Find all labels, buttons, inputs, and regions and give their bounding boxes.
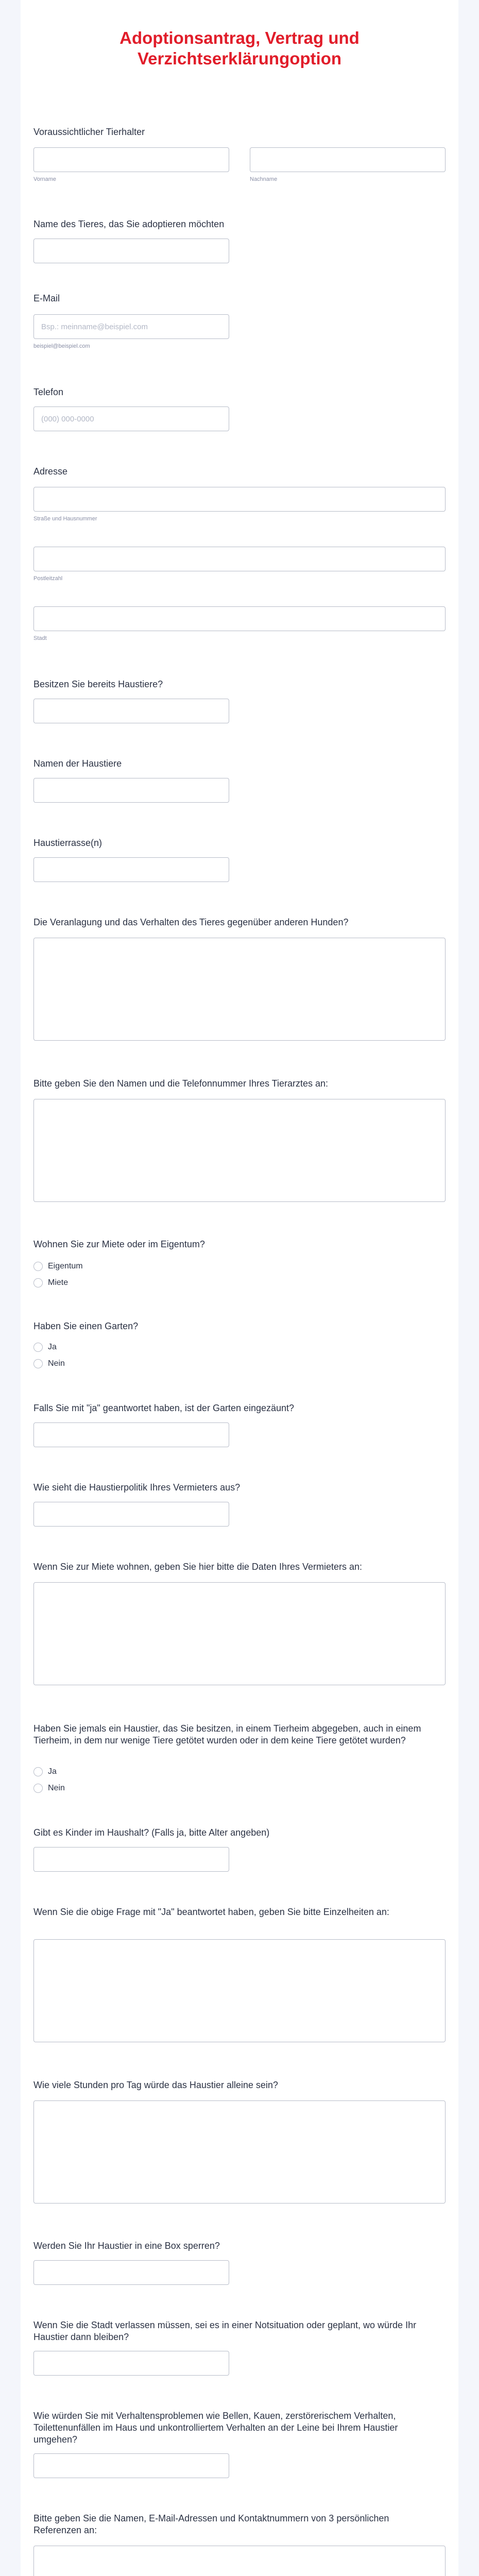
behavior-label: Wie würden Sie mit Verhaltensproblemen wie Bellen, Kauen, zerstörerischem Verhalten, Toilettenunfällen im Haus und unkontrolliertem Verhalten an der Leine bei Ihrem Haustier umgehen? (33, 2411, 398, 2445)
radio-circle[interactable] (33, 1784, 43, 1793)
surrender-option-no[interactable] (33, 1783, 65, 1794)
hours-alone-label: Wie viele Stunden pro Tag würde das Haustier alleine sein? (33, 2080, 278, 2090)
street-sublabel: Straße und Hausnummer (33, 516, 97, 522)
pet-breeds-label: Haustierrasse(n) (33, 838, 102, 848)
option-label: Nein (48, 1784, 65, 1792)
surrender-label: Haben Sie jemals ein Haustier, das Sie besitzen, in einem Tierheim abgegeben, auch in einem Tierheim, in dem nur wenige Tiere getötet wurden oder in dem keine Tiere getötet wurden? (33, 1723, 421, 1745)
crate-label: Werden Sie Ihr Haustier in eine Box sperren? (33, 2241, 220, 2251)
street-input[interactable] (33, 487, 446, 512)
landlord-data-textarea[interactable] (33, 1582, 446, 1685)
email-label: E-Mail (33, 293, 60, 303)
zip-input[interactable] (33, 547, 446, 571)
surrender-details-textarea[interactable] (33, 1939, 446, 2042)
phone-label: Telefon (33, 387, 64, 397)
vet-textarea[interactable] (33, 1099, 446, 1202)
option-label: Eigentum (48, 1262, 83, 1270)
crate-input[interactable] (33, 2260, 229, 2285)
has-pets-label: Besitzen Sie bereits Haustiere? (33, 679, 163, 689)
leave-town-input[interactable] (33, 2351, 229, 2376)
children-input[interactable] (33, 1847, 229, 1872)
option-label: Miete (48, 1278, 69, 1287)
vet-label: Bitte geben Sie den Namen und die Telefonnummer Ihres Tierarztes an: (33, 1078, 329, 1089)
owner-label: Voraussichtlicher Tierhalter (33, 127, 145, 137)
radio-circle[interactable] (33, 1343, 43, 1352)
has-pets-input[interactable] (33, 699, 229, 723)
phone-input[interactable] (33, 406, 229, 431)
garden-option-no[interactable] (33, 1358, 65, 1369)
references-label: Bitte geben Sie die Namen, E-Mail-Adressen und Kontaktnummern von 3 persönlichen Referenzen an: (33, 2513, 389, 2535)
children-label: Gibt es Kinder im Haushalt? (Falls ja, bitte Alter angeben) (33, 1827, 270, 1838)
animal-name-label: Name des Tieres, das Sie adoptieren möchten (33, 219, 225, 229)
housing-label: Wohnen Sie zur Miete oder im Eigentum? (33, 1239, 205, 1249)
hours-alone-textarea[interactable] (33, 2100, 446, 2204)
references-textarea[interactable] (33, 2546, 446, 2576)
first-name-sublabel: Vorname (33, 176, 57, 182)
option-label: Ja (48, 1767, 57, 1776)
leave-town-label: Wenn Sie die Stadt verlassen müssen, sei es in einer Notsituation oder geplant, wo würde Ihr Haustier dann bleiben? (33, 2320, 417, 2342)
first-name-input[interactable] (33, 147, 229, 172)
pet-names-label: Namen der Haustiere (33, 758, 122, 769)
temperament-label: Die Veranlagung und das Verhalten des Tieres gegenüber anderen Hunden? (33, 917, 349, 927)
email-sublabel: beispiel@beispiel.com (33, 343, 90, 349)
last-name-input[interactable] (250, 147, 446, 172)
city-input[interactable] (33, 606, 446, 631)
email-input[interactable] (33, 314, 229, 339)
radio-circle[interactable] (33, 1278, 43, 1287)
housing-option-own[interactable] (33, 1261, 83, 1272)
landlord-data-label: Wenn Sie zur Miete wohnen, geben Sie hier bitte die Daten Ihres Vermieters an: (33, 1562, 363, 1572)
garden-option-yes[interactable] (33, 1342, 57, 1353)
surrender-option-yes[interactable] (33, 1766, 57, 1777)
housing-option-rent[interactable] (33, 1277, 68, 1289)
landlord-policy-label: Wie sieht die Haustierpolitik Ihres Vermieters aus? (33, 1482, 241, 1493)
option-label: Ja (48, 1343, 57, 1351)
radio-circle[interactable] (33, 1262, 43, 1271)
address-label: Adresse (33, 466, 68, 477)
pet-breeds-input[interactable] (33, 857, 229, 882)
garden-label: Haben Sie einen Garten? (33, 1321, 139, 1331)
behavior-input[interactable] (33, 2453, 229, 2478)
form-card (21, 0, 458, 2576)
last-name-sublabel: Nachname (250, 176, 278, 182)
pet-names-input[interactable] (33, 778, 229, 803)
surrender-details-label: Wenn Sie die obige Frage mit "Ja" beantwortet haben, geben Sie bitte Einzelheiten an: (33, 1907, 389, 1917)
radio-circle[interactable] (33, 1767, 43, 1776)
form-title: Adoptionsantrag, Vertrag und Verzichtserklärungoption (119, 28, 360, 68)
option-label: Nein (48, 1359, 65, 1368)
city-sublabel: Stadt (33, 635, 47, 641)
garden-fenced-label: Falls Sie mit "ja" geantwortet haben, ist der Garten eingezäunt? (33, 1403, 295, 1413)
animal-name-input[interactable] (33, 239, 229, 263)
zip-sublabel: Postleitzahl (33, 575, 63, 582)
landlord-policy-input[interactable] (33, 1502, 229, 1527)
garden-fenced-input[interactable] (33, 1422, 229, 1447)
temperament-textarea[interactable] (33, 938, 446, 1041)
radio-circle[interactable] (33, 1359, 43, 1368)
